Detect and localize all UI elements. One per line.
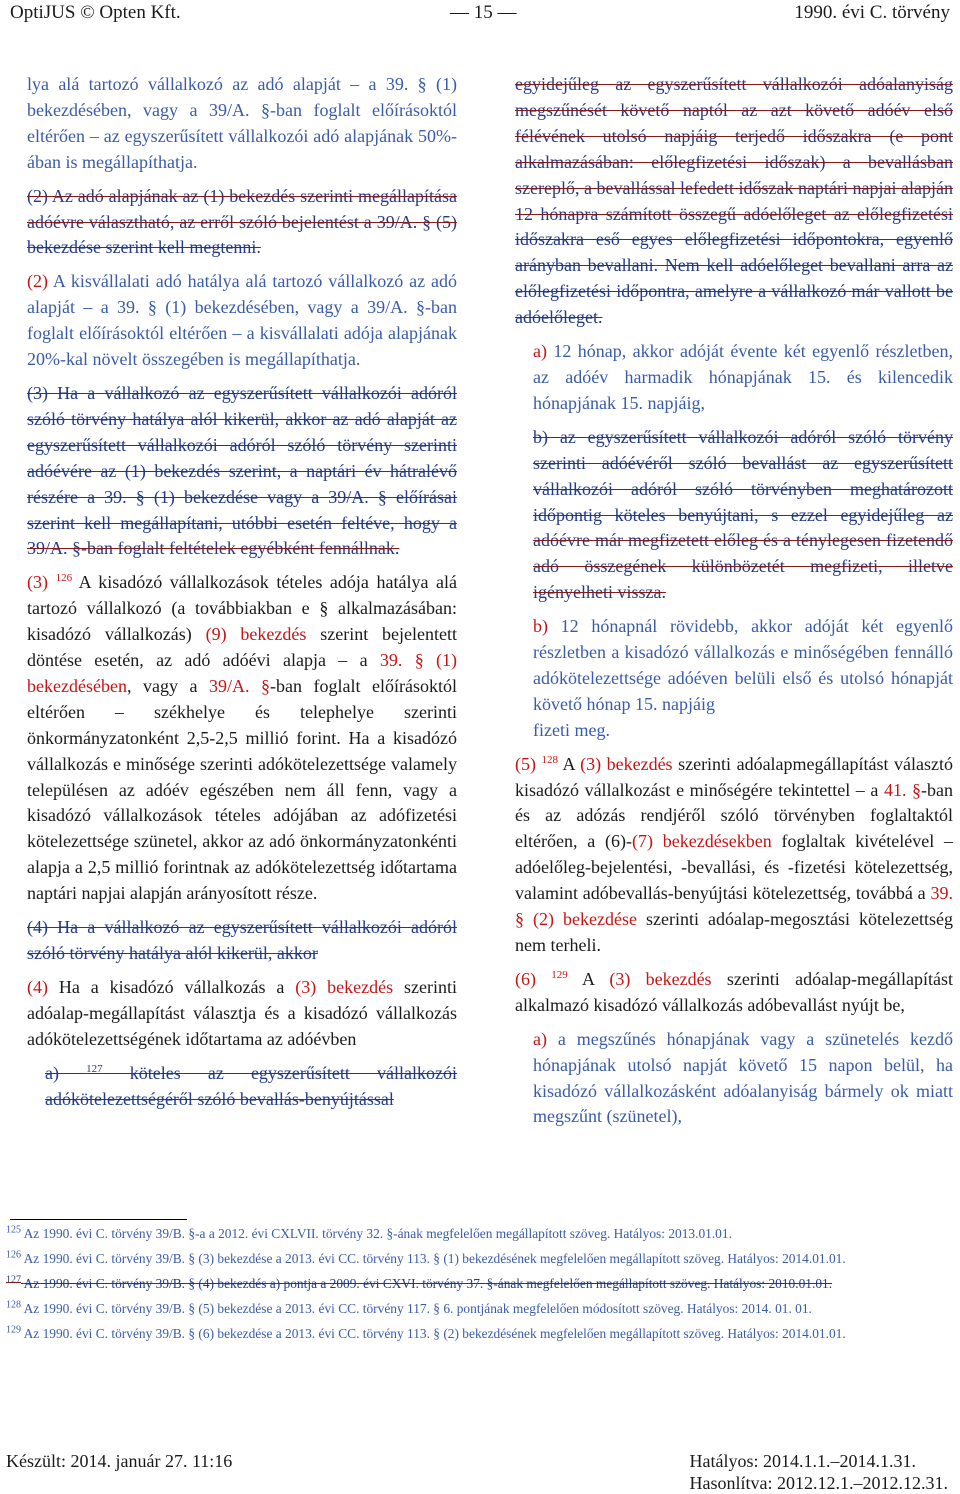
cross-reference-link[interactable]: 39/A. §: [209, 675, 271, 696]
point-letter: a): [533, 1028, 547, 1049]
deleted-paragraph: egyidejűleg az egyszerűsített vállalkozói adóalanyiság megszűnését követő naptól az azt követő adóév első félévének utolsó napjáig terjedő időszakra (e pont alkalmazásában: előlegfizetési időszak) a bevallásban szereplő, a bevallással lefedett időszak naptári napjai alapján 12 hónapra számított összegű adóelőleget az előlegfizetési időszakra eső egyes előlegfizetési időpontokra, egyenlő arányban bevallani. Nem kell adóelőleget bevallani arra az előlegfizetési időpontra, amelyre a vállalkozó már vallott be adóelőleget.: [515, 74, 953, 328]
paragraph-number: (3): [27, 572, 48, 593]
deleted-paragraph: (4) Ha a vállalkozó az egyszerűsített vállalkozói adóról szóló törvény hatálya alól kikerül, akkor: [27, 917, 457, 963]
header-publisher: OptiJUS © Opten Kft.: [10, 2, 181, 23]
left-column: [27, 72, 457, 1120]
point-letter: a): [533, 341, 547, 362]
page-number: — 15 —: [450, 2, 517, 23]
footnote-divider: [10, 1219, 187, 1220]
right-column: [515, 72, 953, 1138]
point: b) 12 hónapnál rövidebb, akkor adóját két egyenlő részletben a kisadózó vállalkozás e minőségében fennálló adókötelezettsége adóéven belüli első és utolsó hónapját követő hónap 15. napjáig fizeti meg.: [533, 616, 953, 740]
paragraph: (2) A kisvállalati adó hatálya alá tartozó vállalkozó az adó alapját – a 39. § (1) bekezdésében, vagy a 39/A. §-ban foglalt előírásoktól eltérően – a kisvállalati adója alapjának 20%-kal növelt összegében is megállapíthatja.: [27, 271, 457, 370]
cross-reference-link[interactable]: 41. §: [883, 779, 922, 800]
footnote: $^{129}$ Az 1990. évi C. törvény 39/B. § (6) bekezdése a 2013. évi CC. törvény 113. § (2) bekezdésének megfelelően megállapított szöveg. Hatályos: 2014.01.01.: [6, 1324, 846, 1341]
paragraph: (4) Ha a kisadózó vállalkozás a (3) bekezdés szerinti adóalap-megállapítást választja és a kisadózó vállalkozás adókötelezettségének időtartama az adóévben: [27, 976, 457, 1049]
paragraph-number: (6): [515, 968, 536, 989]
point-letter: b): [533, 616, 548, 637]
cross-reference-link[interactable]: (3) bekezdés: [580, 753, 673, 774]
paragraph-number: (5): [515, 753, 536, 774]
deleted-footnote: $^{127}$ Az 1990. évi C. törvény 39/B. § (4) bekezdés a) pontja a 2009. évi CXVI. törvény 37. §-ának megfelelően megállapított szöveg. Hatályos: 2010.01.01.: [6, 1274, 833, 1291]
page-footer: [6, 1450, 948, 1494]
point: a) a megszűnés hónapjának vagy a szünetelés kezdő hónapjának utolsó napját követő 15 napon belül, ha kisadózó vállalkozásként adóalanyiság bármely ok miatt megszűnt (szünetel),: [533, 1028, 953, 1127]
footnote: $^{126}$ Az 1990. évi C. törvény 39/B. § (3) bekezdése a 2013. évi CC. törvény 113. § (1) bekezdésének megfelelően megállapított szöveg. Hatályos: 2014.01.01.: [6, 1249, 846, 1266]
paragraph-number: (2): [27, 271, 48, 292]
compared-period: Hasonlítva: 2012.12.1.–2012.12.31.: [689, 1473, 948, 1493]
paragraph: (6) $^{129}$ A (3) bekezdés szerinti adóalap-megállapítást alkalmazó kisadózó vállalkozás adóbevallást nyújt be,: [515, 968, 954, 1015]
deleted-point: a) $^{127}$ köteles az egyszerűsített vállalkozói adókötelezettségéről szóló bevallás-benyújtással: [45, 1062, 457, 1109]
validity-info: [690, 1450, 949, 1494]
footnote-ref[interactable]: 128: [541, 753, 559, 766]
deleted-paragraph: (3) Ha a vállalkozó az egyszerűsített vállalkozói adóról szóló törvény hatálya alól kikerül, akkor az adó alapját az egyszerűsített vállalkozói adóról szóló törvény szerinti adóévére az (1) bekezdés szerint, a naptári év hátralévő részére a 39. § (1) bekezdése vagy a 39/A. § előírásai szerint kell megállapítani, utóbbi esetén feltéve, hogy a 39/A. §-ban foglalt feltételek egyébként fennállnak.: [27, 382, 457, 559]
footnote-ref[interactable]: 129: [551, 968, 568, 981]
footnotes: [6, 1224, 954, 1349]
cross-reference-link[interactable]: (3) bekezdés: [295, 976, 394, 997]
cross-reference-link[interactable]: 39. § (1) bekezdésében: [27, 650, 457, 696]
header-law-title: 1990. évi C. törvény: [794, 2, 950, 23]
paragraph: (5) $^{128}$ A (3) bekezdés szerinti adóalapmegállapítást választó kisadózó vállalkozást e minőségére tekintettel – a 41. §-ban és az adózás rendjéről szóló törvényben foglaltaktól eltérően, a (6)-(7) bekezdésekben foglaltak kivételével – adóelőleg-bejelentési, -bevallási, és -fizetési kötelezettség, valamint adóbevallás-benyújtási kötelezettség, továbbá a 39. § (2) bekezdése szerinti adóalap-megosztási kötelezettség nem terheli.: [515, 753, 954, 955]
footnote: $^{128}$ Az 1990. évi C. törvény 39/B. § (5) bekezdése a 2013. évi CC. törvény 117. § 6. pontjának megfelelően módosított szöveg. Hatályos: 2014. 01. 01.: [6, 1299, 812, 1316]
footnote: $^{125}$ Az 1990. évi C. törvény 39/B. §-a a 2012. évi CXLVII. törvény 32. §-ának megfelelően megállapított szöveg. Hatályos: 2013.01.01.: [6, 1224, 732, 1241]
cross-reference-link[interactable]: 39. § (2) bekezdése: [515, 883, 953, 930]
cross-reference-link[interactable]: (7) bekezdésekben: [632, 831, 772, 852]
effective-period: Hatályos: 2014.1.1.–2014.1.31.: [689, 1451, 916, 1471]
cross-reference-link[interactable]: (3) bekezdés: [609, 968, 712, 989]
footnote-ref[interactable]: 126: [55, 572, 73, 585]
cross-reference-link[interactable]: (9) bekezdés: [205, 624, 307, 645]
footnote-ref[interactable]: 127: [86, 1062, 103, 1075]
paragraph: lya alá tartozó vállalkozó az adó alapját – a 39. § (1) bekezdésében, vagy a 39/A. §-ban foglalt előírásoktól eltérően – az egyszerűsített vállalkozói adó alapjának 50%-ában is megállapíthatja.: [27, 74, 457, 172]
page-header: [10, 0, 950, 30]
point: a) 12 hónap, akkor adóját évente két egyenlő részletben, az adóév harmadik hónapjának 15. és kilencedik hónapjának 15. napjáig,: [533, 341, 953, 413]
created-timestamp: Készült: 2014. január 27. 11:16: [6, 1451, 233, 1471]
paragraph: (3) $^{126}$ A kisadózó vállalkozások tételes adója hatálya alá tartozó vállalkozó (a továbbiakban e § alkalmazásában: kisadózó vállalkozás) (9) bekezdés szerint bejelentett döntése esetén, az adó adóévi alapja – a 39. § (1) bekezdésében, vagy a 39/A. §-ban foglalt előírásoktól eltérően – székhelye és telephelye szerinti önkormányzatonként 2,5-2,5 millió forint. Ha a kisadózó vállalkozás e minősége szerinti adókötelezettsége valamely településen az adóév egészében nem áll fenn, vagy a kisadózó vállalkozások tételes adójában az adófizetési kötelezettsége szünetel, akkor az adó önkormányzatonkénti alapja a 2,5 millió forintnak az adókötelezettség időtartama naptári napjai alapján arányosított része.: [27, 572, 458, 904]
deleted-paragraph: (2) Az adó alapjának az (1) bekezdés szerinti megállapítása adóévre választható, az erről szóló bejelentést a 39/A. § (5) bekezdése szerint kell megtenni.: [27, 185, 457, 258]
deleted-point: b) az egyszerűsített vállalkozói adóról szóló törvény szerinti adóévéről szóló bevallást az egyszerűsített vállalkozói adóról szóló törvényben meghatározott időpontig köteles benyújtani, s ezzel egyidejűleg az adóévre már megfizetett előleg és a ténylegesen fizetendő adó összegének különbözetét megfizeti, illetve igényelheti vissza.: [533, 426, 953, 603]
paragraph-number: (4): [27, 976, 48, 997]
